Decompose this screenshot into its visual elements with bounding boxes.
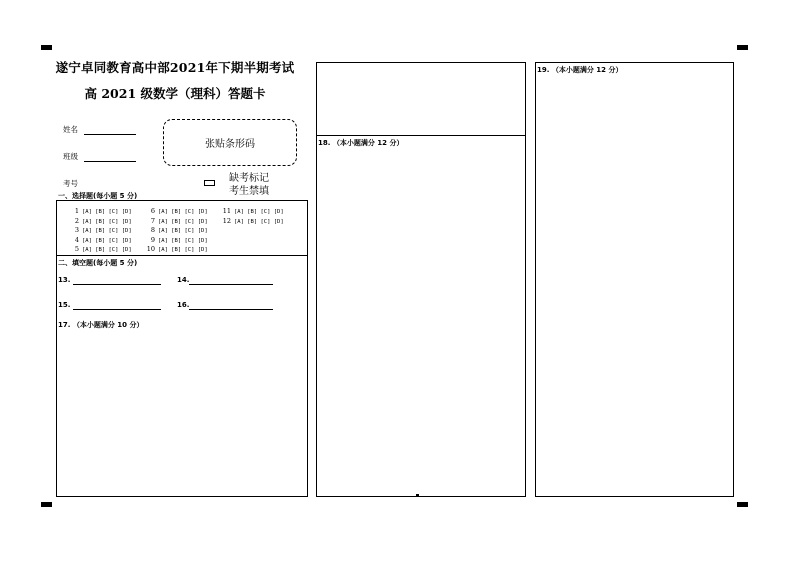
- q15-label: 15.: [58, 301, 71, 309]
- barcode-label: 张贴条形码: [205, 139, 255, 150]
- mcq-number: 11: [222, 207, 231, 215]
- mcq-options[interactable]: [A] [B] [C] [D]: [82, 228, 132, 235]
- mcq-number: 10: [146, 245, 155, 254]
- section-divider: [56, 255, 308, 256]
- q16-answer-line[interactable]: [189, 309, 273, 310]
- q17-heading: 17. （本小题满分 10 分）: [58, 321, 144, 329]
- mcq-options[interactable]: [A] [B] [C] [D]: [158, 237, 208, 244]
- mcq-row-9[interactable]: [146, 236, 208, 246]
- q19-answer-area[interactable]: [536, 77, 733, 496]
- mcq-row-11[interactable]: [222, 207, 284, 217]
- registration-mark-bottom-right: [737, 502, 748, 507]
- mcq-row-12[interactable]: [222, 217, 284, 227]
- mcq-number: 5: [74, 245, 79, 254]
- mcq-options[interactable]: [A] [B] [C] [D]: [158, 247, 208, 254]
- section2-title: 二、填空题(每小题 5 分): [58, 259, 138, 267]
- answer-card-subtitle: 高 2021 级数学（理科）答题卡: [84, 86, 266, 101]
- mcq-options[interactable]: [A] [B] [C] [D]: [158, 218, 208, 225]
- mcq-number: 1: [74, 207, 79, 215]
- q19-heading: 19. （本小题满分 12 分）: [537, 66, 623, 74]
- mcq-row-7[interactable]: [146, 217, 208, 227]
- mcq-row-10[interactable]: [146, 245, 208, 255]
- mcq-options[interactable]: [A] [B] [C] [D]: [82, 218, 132, 225]
- absent-note-line2: 考生禁填: [229, 186, 269, 197]
- panel-middle-top-area[interactable]: [317, 63, 525, 135]
- mcq-options[interactable]: [A] [B] [C] [D]: [234, 218, 284, 225]
- q18-answer-area[interactable]: [317, 150, 525, 496]
- mcq-number: 9: [150, 235, 155, 244]
- mcq-options[interactable]: [A] [B] [C] [D]: [158, 228, 208, 235]
- mcq-row-5[interactable]: [70, 245, 132, 255]
- mcq-row-1[interactable]: [70, 207, 132, 217]
- exam-number-label: 考号: [63, 179, 78, 188]
- mcq-options[interactable]: [A] [B] [C] [D]: [82, 237, 132, 244]
- class-field[interactable]: [84, 161, 136, 162]
- q14-label: 14.: [177, 276, 190, 284]
- absent-checkbox[interactable]: [204, 180, 215, 186]
- name-field[interactable]: [84, 134, 136, 135]
- q13-label: 13.: [58, 276, 71, 284]
- mcq-row-6[interactable]: [146, 207, 208, 217]
- mcq-row-8[interactable]: [146, 226, 208, 236]
- mcq-row-3[interactable]: [70, 226, 132, 236]
- mcq-number: 2: [74, 216, 79, 225]
- mcq-options[interactable]: [A] [B] [C] [D]: [234, 209, 284, 215]
- panel-middle-divider: [316, 135, 526, 136]
- mcq-column-2: [146, 207, 208, 255]
- mcq-column-3: [222, 207, 284, 226]
- section1-title: 一、选择题(每小题 5 分): [58, 192, 138, 200]
- mcq-number: 6: [150, 207, 155, 215]
- class-label: 班级: [63, 152, 78, 161]
- absent-note: [229, 172, 269, 198]
- page-dot-mark: [416, 494, 419, 497]
- mcq-number: 4: [74, 235, 79, 244]
- absent-note-line1: 缺考标记: [229, 173, 269, 184]
- name-label: 姓名: [63, 125, 78, 134]
- q13-answer-line[interactable]: [73, 284, 161, 285]
- q14-answer-line[interactable]: [189, 284, 273, 285]
- exam-title: 遂宁卓同教育高中部2021年下期半期考试: [55, 60, 295, 75]
- registration-mark-bottom-left: [41, 502, 52, 507]
- registration-mark-top-left: [41, 45, 52, 50]
- barcode-area: [163, 119, 297, 166]
- mcq-number: 7: [150, 216, 155, 225]
- mcq-row-4[interactable]: [70, 236, 132, 246]
- mcq-options[interactable]: [A] [B] [C] [D]: [82, 209, 132, 215]
- q17-answer-area[interactable]: [56, 332, 308, 496]
- q18-heading: 18. （本小题满分 12 分）: [318, 139, 404, 147]
- mcq-number: 3: [74, 226, 79, 235]
- mcq-options[interactable]: [A] [B] [C] [D]: [82, 247, 132, 254]
- registration-mark-top-right: [737, 45, 748, 50]
- mcq-column-1: [70, 207, 132, 255]
- mcq-number: 12: [222, 216, 231, 225]
- mcq-row-2[interactable]: [70, 217, 132, 227]
- mcq-number: 8: [150, 226, 155, 235]
- mcq-options[interactable]: [A] [B] [C] [D]: [158, 209, 208, 215]
- q15-answer-line[interactable]: [73, 309, 161, 310]
- q16-label: 16.: [177, 301, 190, 309]
